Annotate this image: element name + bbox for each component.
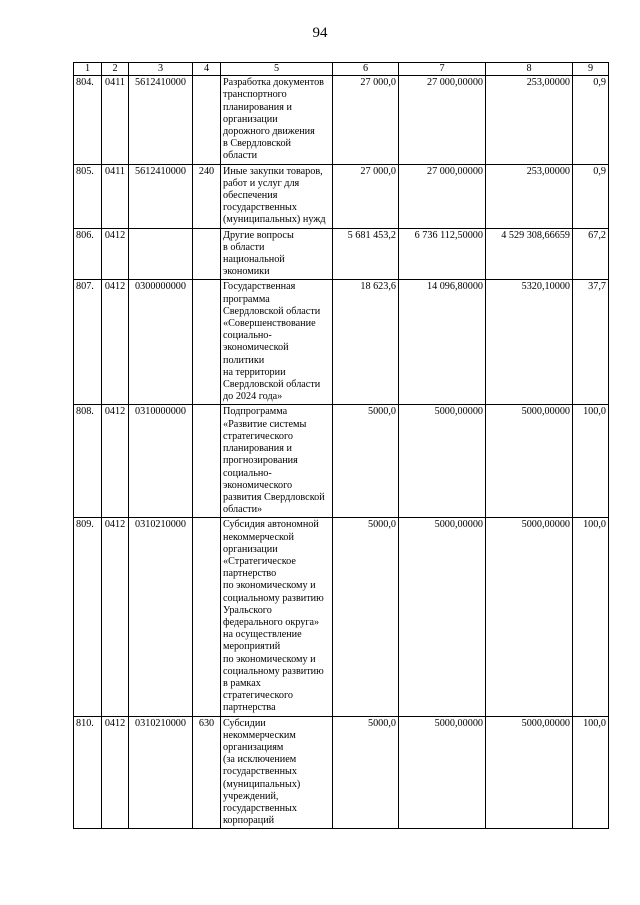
percent-value: 67,2 [573,228,609,280]
plan-thousand-value: 27 000,0 [333,76,399,164]
expense-type-code: 240 [193,164,221,228]
target-article-code: 0300000000 [129,280,193,405]
plan-value: 5000,00000 [399,405,486,518]
expense-name: Субсидия автономной некоммерческой организации «Стратегическое партнерство по экономическому и социальному развитию Уральского федерального округа» на осуществление мероприятий по экономическому и социальному развитию в рамках стратегического партнерства [221,518,333,716]
target-article-code: 0310000000 [129,405,193,518]
page-number: 94 [312,25,328,41]
expense-name: Подпрограмма «Развитие системы стратегического планирования и прогнозирования социально- экономического развития Свердловской области» [221,405,333,518]
percent-value: 100,0 [573,405,609,518]
expense-type-code [193,405,221,518]
target-article-code: 5612410000 [129,164,193,228]
expense-name: Разработка документов транспортного планирования и организации дорожного движения в Свердловской области [221,76,333,164]
row-number: 807. [74,280,102,405]
section-code: 0411 [102,76,129,164]
table-row [74,228,609,280]
section-code: 0412 [102,405,129,518]
column-header: 8 [486,63,573,76]
expense-type-code [193,228,221,280]
table-row [74,164,609,228]
expense-type-code [193,76,221,164]
row-number: 806. [74,228,102,280]
target-article-code: 0310210000 [129,518,193,716]
expense-name: Субсидии некоммерческим организациям (за исключением государственных (муниципальных) учреждений, государственных корпораций [221,716,333,829]
table-row [74,76,609,164]
expense-type-code [193,518,221,716]
column-header: 9 [573,63,609,76]
percent-value: 0,9 [573,164,609,228]
plan-value: 5000,00000 [399,518,486,716]
executed-value: 253,00000 [486,76,573,164]
column-header: 1 [74,63,102,76]
executed-value: 4 529 308,66659 [486,228,573,280]
target-article-code: 5612410000 [129,76,193,164]
row-number: 805. [74,164,102,228]
expense-name: Государственная программа Свердловской области «Совершенствование социально- экономической политики на территории Свердловской области до 2024 года» [221,280,333,405]
row-number: 804. [74,76,102,164]
row-number: 808. [74,405,102,518]
expense-type-code [193,280,221,405]
executed-value: 253,00000 [486,164,573,228]
section-code: 0412 [102,280,129,405]
plan-thousand-value: 5000,0 [333,716,399,829]
plan-value: 27 000,00000 [399,76,486,164]
row-number: 810. [74,716,102,829]
column-header: 6 [333,63,399,76]
plan-thousand-value: 18 623,6 [333,280,399,405]
plan-value: 27 000,00000 [399,164,486,228]
target-article-code: 0310210000 [129,716,193,829]
expense-type-code: 630 [193,716,221,829]
executed-value: 5000,00000 [486,518,573,716]
executed-value: 5000,00000 [486,716,573,829]
executed-value: 5000,00000 [486,405,573,518]
table-row [74,716,609,829]
percent-value: 100,0 [573,716,609,829]
table-row [74,405,609,518]
percent-value: 0,9 [573,76,609,164]
percent-value: 37,7 [573,280,609,405]
expense-name: Иные закупки товаров, работ и услуг для обеспечения государственных (муниципальных) нужд [221,164,333,228]
budget-table [73,62,609,829]
executed-value: 5320,10000 [486,280,573,405]
column-header: 7 [399,63,486,76]
plan-thousand-value: 5000,0 [333,405,399,518]
section-code: 0412 [102,518,129,716]
column-header: 5 [221,63,333,76]
target-article-code [129,228,193,280]
column-header: 3 [129,63,193,76]
table-row [74,280,609,405]
plan-value: 6 736 112,50000 [399,228,486,280]
plan-value: 5000,00000 [399,716,486,829]
plan-thousand-value: 27 000,0 [333,164,399,228]
plan-thousand-value: 5 681 453,2 [333,228,399,280]
column-header: 4 [193,63,221,76]
percent-value: 100,0 [573,518,609,716]
section-code: 0411 [102,164,129,228]
section-code: 0412 [102,716,129,829]
plan-value: 14 096,80000 [399,280,486,405]
header-row [74,63,609,76]
plan-thousand-value: 5000,0 [333,518,399,716]
column-header: 2 [102,63,129,76]
table-row [74,518,609,716]
section-code: 0412 [102,228,129,280]
row-number: 809. [74,518,102,716]
expense-name: Другие вопросы в области национальной экономики [221,228,333,280]
